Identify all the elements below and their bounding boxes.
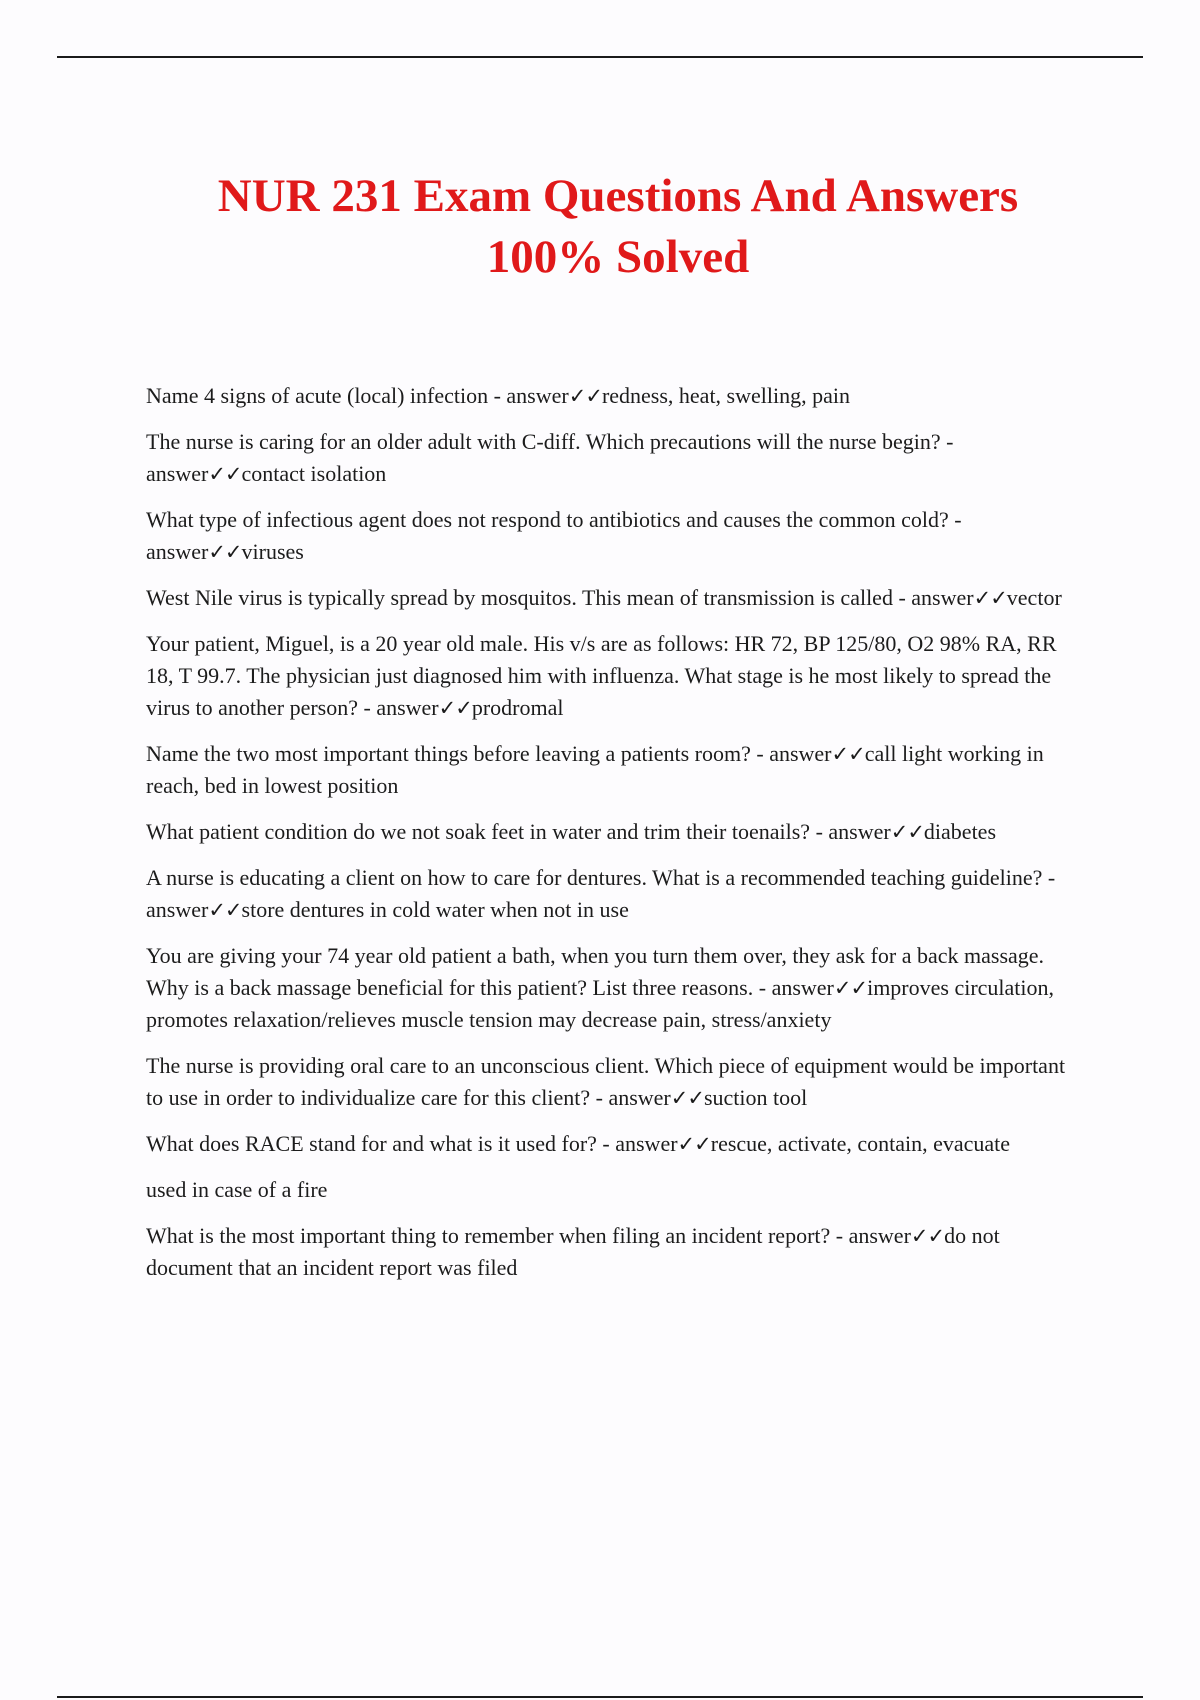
qa-item-10 (146, 1050, 1086, 1114)
answer-label: answer (615, 1131, 678, 1156)
qa-item-5 (146, 628, 1086, 724)
double-check-icon: ✓✓ (890, 820, 924, 844)
double-check-icon: ✓✓ (568, 384, 602, 408)
double-check-icon: ✓✓ (438, 696, 472, 720)
double-check-icon: ✓✓ (208, 462, 242, 486)
qa-item-8 (146, 862, 1086, 926)
answer-label: answer (146, 539, 209, 564)
answer-label: answer (848, 1223, 911, 1248)
answer-label: answer (376, 695, 439, 720)
answer-label: answer (146, 897, 209, 922)
qa-item-12 (146, 1220, 1086, 1284)
footer-rule (57, 1696, 1143, 1698)
question-text: You are giving your 74 year old patient a bath, when you turn them over, they ask for a back massage. Why is a back massage beneficial for this patient? List three reasons. - (146, 943, 1045, 1000)
qa-item-6 (146, 738, 1086, 802)
answer-text: vector (1006, 585, 1062, 610)
qa-item-1 (146, 380, 1086, 412)
answer-text: suction tool (703, 1085, 808, 1110)
answer-text: rescue, activate, contain, evacuate (710, 1131, 1011, 1156)
header-rule (57, 56, 1143, 58)
title-line-2: 100% Solved (486, 231, 750, 283)
answer-continuation: used in case of a fire (146, 1177, 328, 1202)
question-text: What does RACE stand for and what is it used for? - (146, 1131, 616, 1156)
answer-text: call light working in reach, bed in lowest position (146, 741, 1044, 798)
double-check-icon: ✓✓ (670, 1086, 704, 1110)
double-check-icon: ✓✓ (973, 586, 1007, 610)
double-check-icon: ✓✓ (208, 540, 242, 564)
answer-text: store dentures in cold water when not in use (241, 897, 629, 922)
answer-label: answer (146, 461, 209, 486)
question-text: West Nile virus is typically spread by mosquitos. This mean of transmission is called - (146, 585, 912, 610)
answer-label: answer (608, 1085, 671, 1110)
document-title (120, 166, 1116, 288)
question-text: What type of infectious agent does not respond to antibiotics and causes the common cold? - (146, 507, 962, 532)
qa-item-4 (146, 582, 1086, 614)
answer-text: do not document that an incident report was filed (146, 1223, 1000, 1280)
question-text: What is the most important thing to remember when filing an incident report? - (146, 1223, 849, 1248)
question-text: Name 4 signs of acute (local) infection - (146, 383, 507, 408)
qa-item-11 (146, 1128, 1086, 1160)
qa-item-9 (146, 940, 1086, 1036)
double-check-icon: ✓✓ (833, 976, 868, 1000)
question-text: A nurse is educating a client on how to care for dentures. What is a recommended teaching guideline? - (146, 865, 1056, 890)
answer-text: contact isolation (241, 461, 387, 486)
double-check-icon: ✓✓ (910, 1224, 945, 1248)
answer-label: answer (506, 383, 569, 408)
double-check-icon: ✓✓ (208, 898, 242, 922)
question-text: Name the two most important things before leaving a patients room? - (146, 741, 770, 766)
qa-item-7 (146, 816, 1086, 848)
answer-text: prodromal (471, 695, 564, 720)
answer-text: diabetes (923, 819, 997, 844)
answer-text: improves circulation, promotes relaxation/relieves muscle tension may decrease pain, stress/anxiety (146, 975, 1055, 1032)
qa-list (146, 380, 1086, 1298)
question-text: What patient condition do we not soak feet in water and trim their toenails? - (146, 819, 829, 844)
double-check-icon: ✓✓ (831, 742, 865, 766)
answer-label: answer (771, 975, 834, 1000)
answer-label: answer (911, 585, 974, 610)
qa-item-2 (146, 426, 1086, 490)
double-check-icon: ✓✓ (677, 1132, 711, 1156)
answer-text: redness, heat, swelling, pain (601, 383, 850, 408)
answer-text: viruses (241, 539, 304, 564)
answer-label: answer (769, 741, 832, 766)
question-text: The nurse is caring for an older adult with C-diff. Which precautions will the nurse begin? - (146, 429, 954, 454)
answer-label: answer (828, 819, 891, 844)
qa-item-3 (146, 504, 1086, 568)
question-text: Your patient, Miguel, is a 20 year old male. His v/s are as follows: HR 72, BP 125/80, O2 98% RA, RR 18, T 99.7. The physician just diagnosed him with influenza. What stage is he most likely to spread the virus to another person? - (146, 631, 1057, 720)
question-text: The nurse is providing oral care to an unconscious client. Which piece of equipment would be important to use in order to individualize care for this client? - (146, 1053, 1066, 1110)
title-line-1: NUR 231 Exam Questions And Answers (217, 170, 1019, 222)
